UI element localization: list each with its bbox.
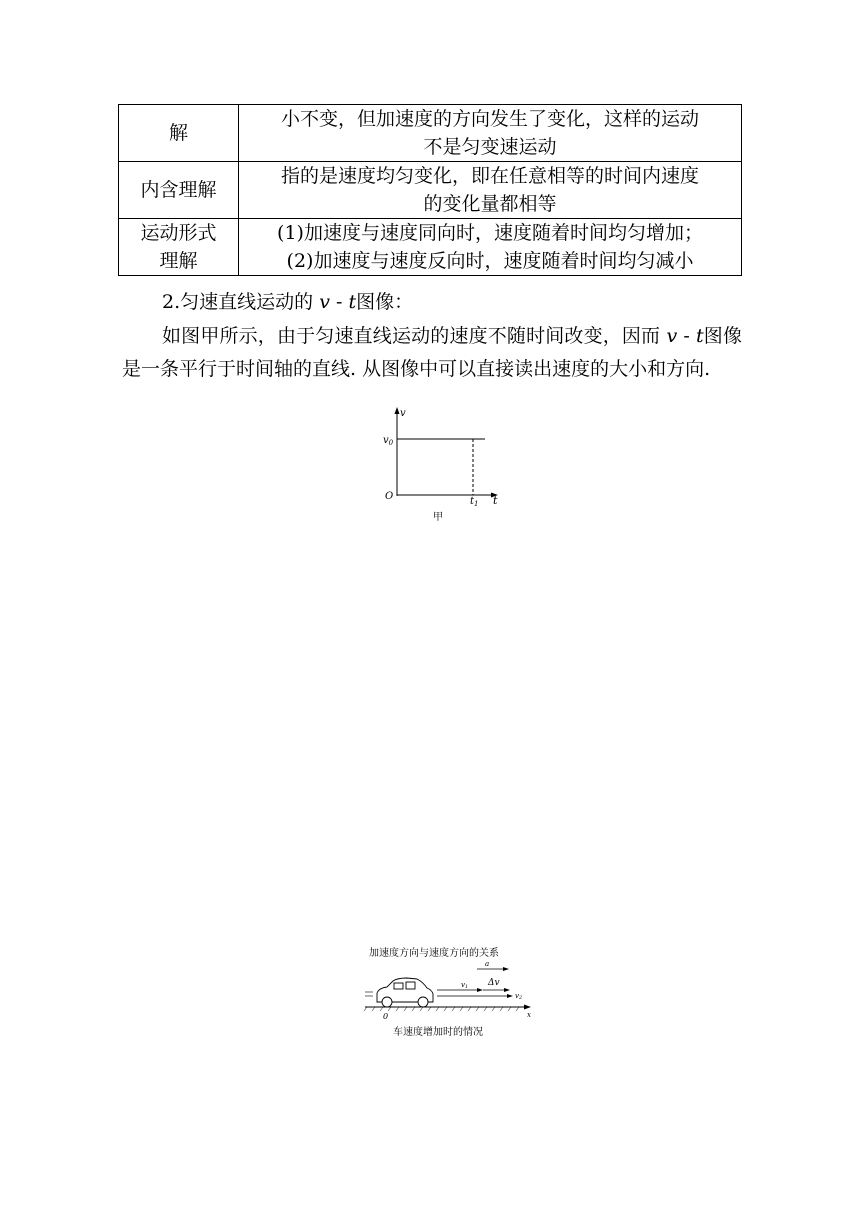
figure-caption: 车速度增加时的情况 (393, 1027, 483, 1038)
acceleration-label: a (485, 960, 490, 968)
v1-label: v1 (461, 981, 469, 990)
heading-t: t (348, 291, 357, 313)
delta-v-label: Δv (488, 978, 500, 988)
x-axis-label: t (493, 494, 498, 507)
row-header-text: 解 (168, 122, 188, 144)
t1-label: $t_1$ (470, 496, 479, 508)
car-acceleration-figure (355, 940, 545, 1044)
paragraph-t: t (696, 325, 704, 347)
body-paragraph (122, 320, 742, 386)
paragraph-part2: 图像是一条平行于时间轴的直线. 从图像中可以直接读出速度的大小和方向. (122, 325, 742, 380)
origin-label: O (385, 491, 394, 502)
x-axis-label: x (527, 1011, 531, 1019)
row-content-line: (1)加速度与速度同向时，速度随着时间均匀增加； (277, 222, 703, 244)
car-icon (365, 978, 433, 1007)
row-header (119, 162, 239, 219)
row-content (239, 162, 742, 219)
delta-v-arrowhead-icon (504, 988, 510, 992)
table-row (119, 105, 742, 162)
row-content-line: 小不变，但加速度的方向发生了变化，这样的运动 (280, 108, 699, 130)
y-axis-arrow-icon (395, 407, 400, 414)
heading-suffix: 图像： (356, 291, 414, 313)
section-heading (122, 286, 742, 319)
heading-v: v (319, 291, 330, 313)
row-header-text: 理解 (159, 250, 198, 272)
heading-prefix: 2.匀速直线运动的 (162, 291, 314, 313)
v0-label: $v_0$ (383, 435, 394, 447)
paragraph-v: v (666, 325, 678, 347)
row-content-line: 指的是速度均匀变化，即在任意相等的时间内速度 (280, 165, 699, 187)
ground-hatching (364, 1007, 519, 1011)
table-row (119, 219, 742, 276)
vt-graph-figure (375, 404, 515, 528)
row-header-text: 内含理解 (140, 179, 217, 201)
row-content (239, 105, 742, 162)
v2-arrowhead-icon (507, 994, 513, 998)
y-axis-label: v (400, 408, 406, 419)
acceleration-arrowhead-icon (503, 967, 509, 971)
v1-arrowhead-icon (477, 988, 483, 992)
row-header (119, 105, 239, 162)
table-row (119, 162, 742, 219)
row-content-line: 不是匀变速运动 (423, 136, 557, 158)
origin-label: 0 (383, 1012, 389, 1021)
heading-dash: - (335, 291, 343, 313)
ground-arrowhead-icon (524, 1005, 531, 1010)
row-header (119, 219, 239, 276)
row-content-line: (2)加速度与速度反向时，速度随着时间均匀减小 (286, 250, 694, 272)
paragraph-dash: - (683, 325, 690, 347)
row-content (239, 219, 742, 276)
figure-caption: 甲 (433, 512, 443, 523)
v2-label: v2 (515, 992, 523, 1001)
figure-title: 加速度方向与速度方向的关系 (369, 948, 499, 959)
paragraph-part1: 如图甲所示，由于匀速直线运动的速度不随时间改变，因而 (162, 325, 661, 347)
concept-table (118, 104, 742, 276)
row-header-text: 运动形式 (140, 222, 217, 244)
row-content-line: 的变化量都相等 (423, 193, 557, 215)
